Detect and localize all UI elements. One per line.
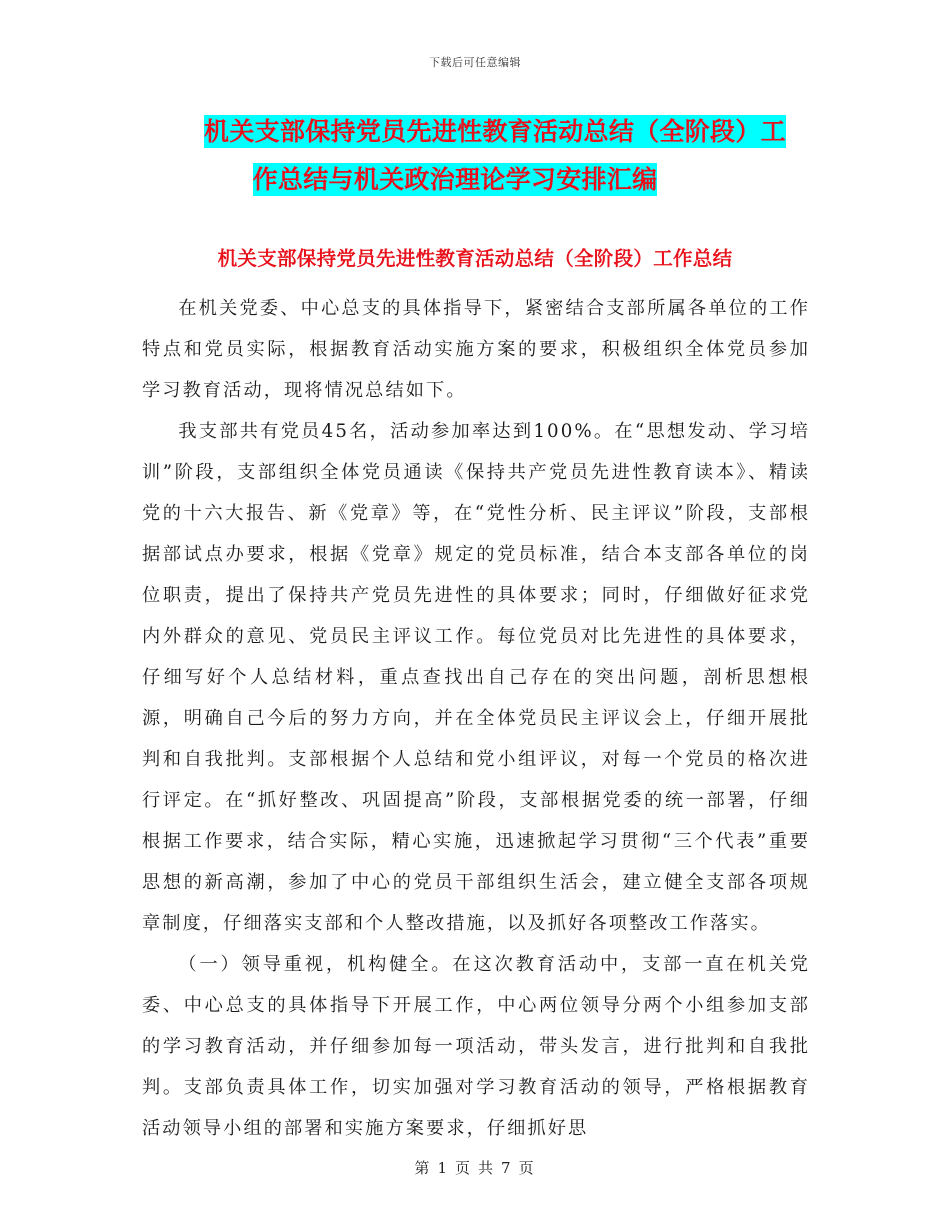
footer-page-mid: 页 [454,1159,472,1177]
footer-total-prefix: 共 [478,1159,496,1177]
footer-page-suffix: 页 [518,1159,536,1177]
document-body [142,288,810,1149]
footer-page-total: 7 [501,1159,513,1177]
document-title-line1: 机关支部保持党员先进性教育活动总结（全阶段）工 [204,117,786,146]
document-title-line2: 作总结与机关政治理论学习安排汇编 [252,165,658,194]
paragraph-summary: 我支部共有党员45名，活动参加率达到100%。在“思想发动、学习培训”阶段，支部组织全体党员通读《保持共产党员先进性教育读本》、精读党的十六大报告、新《党章》等，在“党性分析、民主评议”阶段，支部根据部试点办要求，根据《党章》规定的党员标准，结合本支部各单位的岗位职责，提出了保持共产党员先进性的具体要求；同时，仔细做好征求党内外群众的意见、党员民主评议工作。每位党员对比先进性的具体要求，仔细写好个人总结材料，重点查找出自己存在的突出问题，剖析思想根源，明确自己今后的努力方向，并在全体党员民主评议会上，仔细开展批判和自我批判。支部根据个人总结和党小组评议，对每一个党员的格次进行评定。在“抓好整改、巩固提高”阶段，支部根据党委的统一部署，仔细根据工作要求，结合实际，精心实施，迅速掀起学习贯彻“三个代表”重要思想的新高潮，参加了中心的党员干部组织生活会，建立健全支部各项规章制度，仔细落实支部和个人整改措施，以及抓好各项整改工作落实。 [142,421,810,934]
page-footer [0,1157,950,1178]
footer-page-current: 1 [437,1159,449,1177]
section-title: 机关支部保持党员先进性教育活动总结（全阶段）工作总结 [217,247,733,270]
paragraph-intro: 在机关党委、中心总支的具体指导下，紧密结合支部所属各单位的工作特点和党员实际，根据教育活动实施方案的要求，积极组织全体党员参加学习教育活动，现将情况总结如下。 [142,298,810,401]
footer-page-prefix: 第 [414,1159,432,1177]
document-title [0,108,950,204]
paragraph-leadership: （一）领导重视，机构健全。在这次教育活动中，支部一直在机关党委、中心总支的具体指导下开展工作，中心两位领导分两个小组参加支部的学习教育活动，并仔细参加每一项活动，带头发言，进行批判和自我批判。支部负责具体工作，切实加强对学习教育活动的领导，严格根据教育活动领导小组的部署和实施方案要求，仔细抓好思 [142,954,810,1139]
page-header-note: 下载后可任意编辑 [429,56,521,69]
